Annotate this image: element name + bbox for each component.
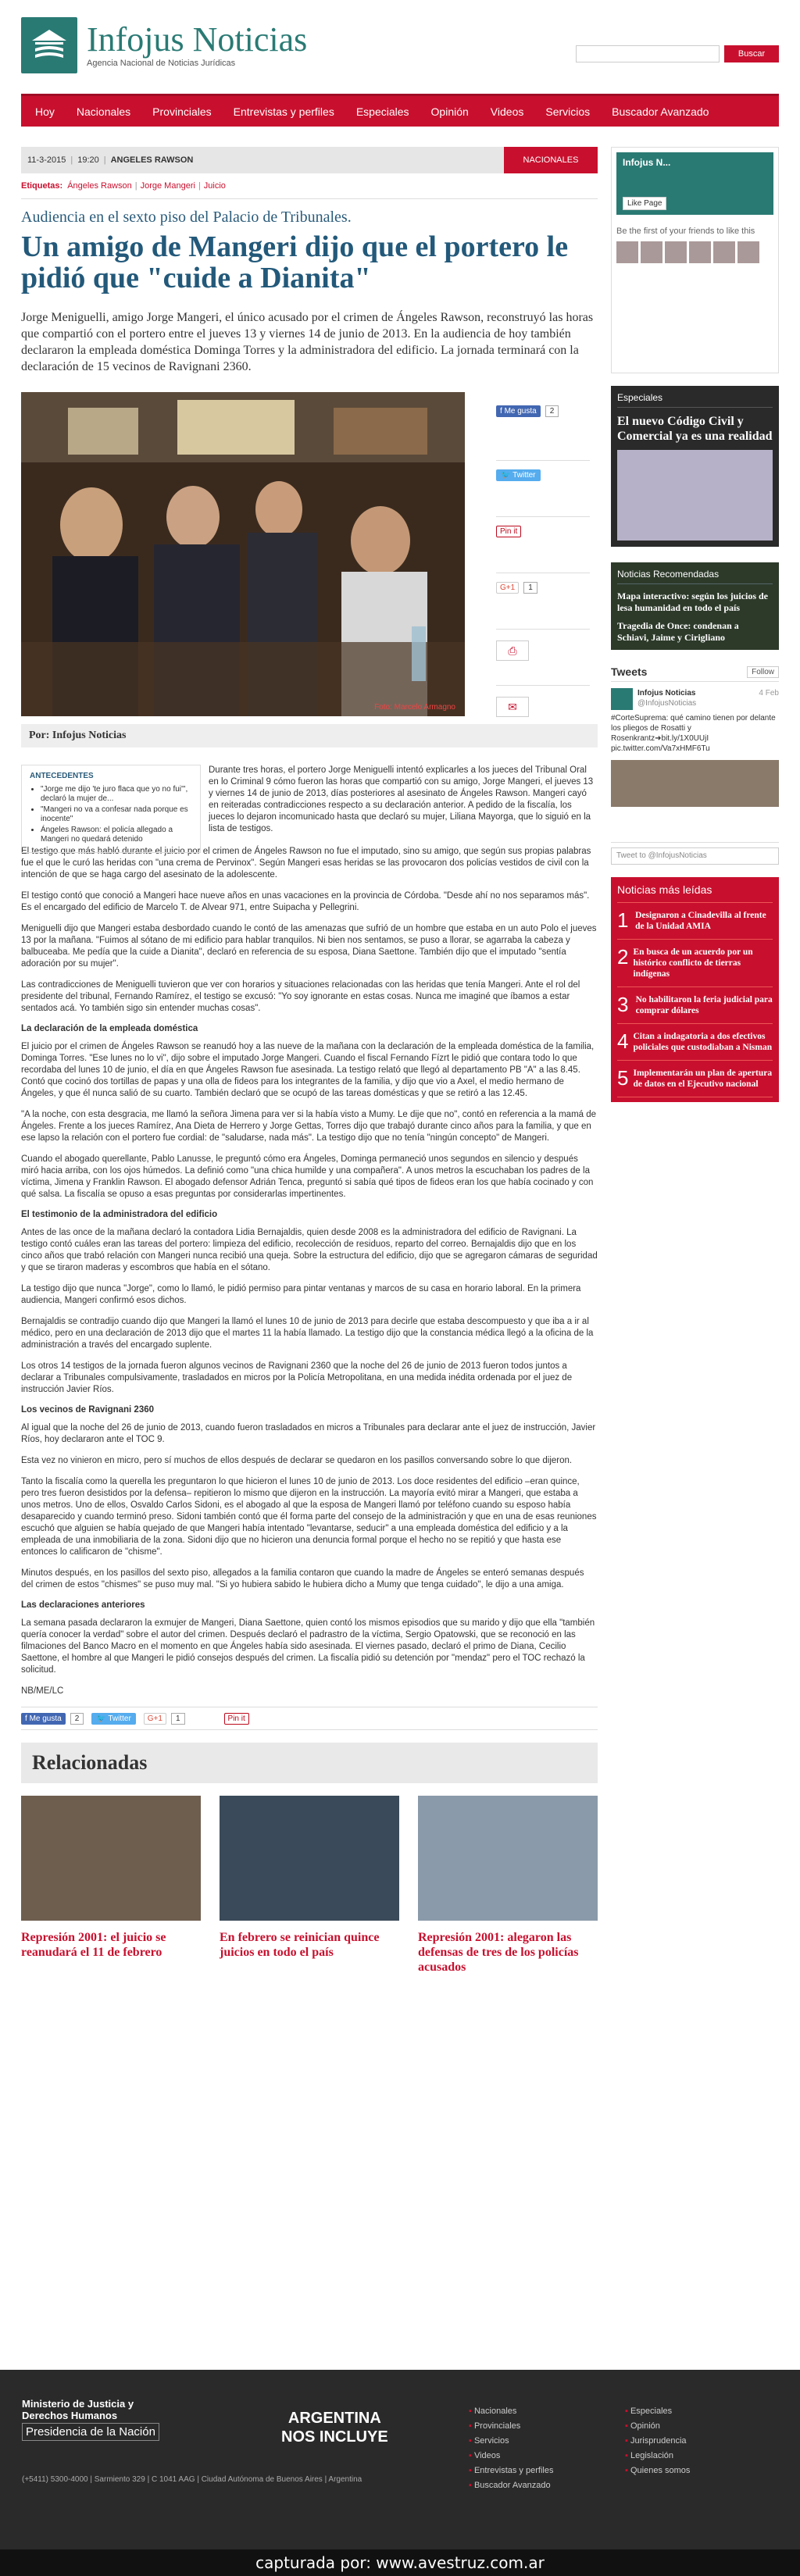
tweet-image[interactable] xyxy=(611,760,779,807)
article-lead: Durante tres horas, el portero Jorge Meniguelli intentó explicarles a los jueces del Tribunal Oral en lo Criminal 9 cómo fueron las horas que compartió con su amigo, Jorge Mangeri, el jueves 13 y viernes 14 de junio de 2013, días posteriores al asesinato de Ángeles Rawson. Mangeri cayó en reiteradas contradicciones respecto a su declaración anterior. A pedido de la fiscalía, los jueces lo dejaron incomunicado hasta que declaró su mujer, Liliana Mayorga, que lo siguió en la lista de testigos. xyxy=(209,765,594,833)
tag-link[interactable]: Ángeles Rawson xyxy=(67,181,132,191)
page xyxy=(21,0,779,1974)
argentina-sub: NOS INCLUYE xyxy=(281,2428,388,2446)
facebook-like-label: Me gusta xyxy=(29,1714,62,1723)
facebook-icon: f xyxy=(500,407,505,416)
article-paragraph: La semana pasada declararon la exmujer de Mangeri, Diana Saettone, quien contó los mismos episodios que su marido y dijo que ella "también quería conocer la verdad" sobre el autor del crimen. Después declaró el padrastro de la víctima, Sergio Opatowski, que se reconoció en las filmaciones del Banco Macro en el momento en que Ángeles había sido asesinada. El viernes pasado, declaró el primo de Diana, Cecilio Saettone, el hombre al que Mangeri le pidió consejos después del crimen. La fiscalía pidió su detención por "mendaz" pero el TOC rechazó la solicitud. xyxy=(21,1618,595,1675)
search-input[interactable] xyxy=(576,45,720,62)
related-item[interactable] xyxy=(21,1796,201,1975)
pin-it-button[interactable]: Pin it xyxy=(496,526,521,537)
presidency-logo[interactable]: Presidencia de la Nación xyxy=(22,2423,159,2441)
article-photo xyxy=(21,392,465,716)
most-read-title[interactable]: En busca de un acuerdo por un histórico conflicto de tierras indígenas xyxy=(633,947,753,979)
recommended-item[interactable]: Mapa interactivo: según los juicios de lesa humanidad en todo el país xyxy=(617,590,768,613)
facebook-page-name: Infojus N... xyxy=(623,157,671,168)
antecedentes-title: ANTECEDENTES xyxy=(30,772,94,780)
article-body xyxy=(21,765,598,1697)
footer-link[interactable]: ▪ Jurisprudencia xyxy=(625,2434,690,2449)
tweet-input[interactable]: Tweet to @InfojusNoticias xyxy=(611,847,779,865)
facebook-faces xyxy=(616,241,773,263)
facebook-widget xyxy=(611,147,779,373)
logo-emblem-icon xyxy=(21,17,77,73)
email-icon[interactable]: ✉ xyxy=(496,697,529,717)
nav-item-provinciales[interactable]: Provinciales xyxy=(152,105,212,118)
article-date: 11-3-2015 xyxy=(27,155,66,165)
avatar[interactable] xyxy=(665,241,687,263)
article-paragraph: Tanto la fiscalía como la querella les preguntaron lo que hicieron el lunes 10 de junio de 2013. Los doce residentes del edificio –eran quince, pero tres fueron desistidos por la defensa– repitieron lo mismo que dijeron en la instrucción. La mayoría evitó mirar a Mangeri, que estaba a unos metros. Uno de ellos, Osvaldo Carlos Sidoni, es el abogado al que la esposa de Mangeri llamó por teléfono cuando su esposo había desaparecido y cuando terminó preso. Sidoni también contó que él forma parte del consejo de la administración y que en una de esas reuniones escuchó que alguien se había quejado de que Mangeri había intentado "levantarse, seducir" a una empleada doméstica del edificio y a la empleada de una inmobiliaria de la zona. Sidoni dijo que no hicieron una denuncia formal porque el hecho no se repitió y que hasta ese entonces lo calificaron de "chisme". xyxy=(21,1477,597,1557)
article-subheading: Las declaraciones anteriores xyxy=(21,1600,145,1610)
avatar[interactable] xyxy=(641,241,662,263)
gplus-button[interactable]: G+1 xyxy=(496,582,519,594)
article-paragraph: Minutos después, en los pasillos del sexto piso, allegados a la familia contaron que cuando la madre de Ángeles se enteró semanas después del crimen de estos "chismes" se puso muy mal. "Si yo hubiera sabido le hubiera dicho a Mumy que tenga cuidado", le dijo a una amiga. xyxy=(21,1568,584,1589)
share-facebook xyxy=(496,405,590,461)
most-read-title[interactable]: Citan a indagatoria a dos efectivos policiales que custodiaban a Nisman xyxy=(633,1032,773,1052)
like-page-button[interactable]: Like Page xyxy=(623,197,666,210)
footer-link[interactable]: ▪ Videos xyxy=(469,2449,553,2464)
most-read-box xyxy=(611,877,779,1102)
article-paragraph: Antes de las once de la mañana declaró la contadora Lidia Bernajaldis, quien desde 2008 es la administradora del edificio de Ravignani. La testigo contó cuáles eran las tareas del portero: limpieza del edificio, recolección de residuos, reparto del correo. Bernajaldis dijo que en los cinco años que trabó relación con Mangeri nunca recibió una queja. Sobre la estructura del edificio, dijo que se agregaron cámaras de seguridad y que se tiraron maderas y escombros que había en el sótano. xyxy=(21,1228,598,1272)
article-paragraph: Al igual que la noche del 26 de junio de 2013, cuando fueron trasladados en micros a Tribunales para declarar ante el juez de instrucción, Javier Ríos, hoy declararon ante el TOC 9. xyxy=(21,1423,596,1444)
related-item[interactable] xyxy=(220,1796,399,1975)
nav-item-nacionales[interactable]: Nacionales xyxy=(76,105,131,118)
tweet-account[interactable]: Infojus Noticias xyxy=(638,689,696,698)
related-image[interactable] xyxy=(21,1796,201,1921)
argentina-logo xyxy=(281,2409,388,2446)
footer-links-a xyxy=(469,2404,553,2493)
article-paragraph: El testigo contó que conoció a Mangeri hace nueve años en unas vacaciones en la provincia de Córdoba. "Desde ahí no nos separamos más". Es el encargado del edificio de Marcelo T. de Alvear 971, entre Suipacha y Pellegrini. xyxy=(21,891,590,912)
article-summary: Jorge Meniguelli, amigo Jorge Mangeri, el único acusado por el crimen de Ángeles Rawson, reconstruyó las horas que compartió con el portero entre el jueves 13 y viernes 14 de junio de 2013. En la audiencia de hoy también declararon la empleada doméstica Dominga Torres y la administradora del edificio. La jornada terminará con la declaración de 15 vecinos de Ravignani 2360. xyxy=(21,311,594,373)
sidebar xyxy=(611,147,779,1102)
share-gplus xyxy=(496,573,590,630)
footer-address: (+5411) 5300-4000 | Sarmiento 329 | C 1041 AAG | Ciudad Autónoma de Buenos Aires | Argentina xyxy=(22,2475,362,2484)
related-item[interactable] xyxy=(418,1796,598,1975)
pin-it-button[interactable]: Pin it xyxy=(224,1713,249,1725)
most-read-title[interactable]: Designaron a Cinadevilla al frente de la Unidad AMIA xyxy=(635,911,766,931)
footer-links-b xyxy=(625,2404,690,2478)
gplus-count: 1 xyxy=(523,582,538,594)
nav-item-especiales[interactable]: Especiales xyxy=(355,105,409,118)
tag-link[interactable]: Juicio xyxy=(203,181,226,191)
recomendadas-box xyxy=(611,562,779,650)
avatar[interactable] xyxy=(713,241,735,263)
most-read-item[interactable] xyxy=(617,903,773,940)
bottom-share-bar xyxy=(21,1707,598,1730)
tweets-label: Tweets xyxy=(611,665,648,678)
most-read-rank: 1 xyxy=(617,908,629,932)
argentina-text: ARGENTINA xyxy=(288,2410,381,2427)
footer-link[interactable]: ▪ Buscador Avanzado xyxy=(469,2478,553,2493)
antecedente-link[interactable]: • "Mangeri no va a confesar nada porque es inocente" xyxy=(41,805,192,824)
tweet-text: #CorteSuprema: qué camino tienen por delante los pliegos de Rosatti y Rosenkrantz➜bit.ly/1X0UUjI pic.twitter.com/Va7xHMF6Tu xyxy=(611,714,776,753)
tweet-date: 4 Feb xyxy=(759,689,779,698)
related-caption[interactable]: Represión 2001: el juicio se reanudará el 11 de febrero xyxy=(21,1931,166,1959)
main-nav xyxy=(21,94,779,127)
most-read-rank: 2 xyxy=(617,945,629,969)
most-read-label: Noticias más leídas xyxy=(617,883,773,903)
footer-link[interactable]: ▪ Provinciales xyxy=(469,2419,553,2434)
follow-button[interactable]: Follow xyxy=(747,666,779,678)
article-title: Un amigo de Mangeri dijo que el portero le pidió que "cuide a Dianita" xyxy=(21,230,569,294)
article-paragraph: Bernajaldis se contradijo cuando dijo que Mangeri la llamó el lunes 10 de junio de 2013 para decirle que estaba descompuesto y que iba a ir al médico, pero en una declaración de 2013 dijo que el martes 11 la había llamado. La testigo dijo que la constancia médica llegó a la oficina de la administración a través del encargado suplente. xyxy=(21,1317,594,1350)
site-subtitle: Agencia Nacional de Noticias Jurídicas xyxy=(87,59,236,68)
share-twitter xyxy=(496,461,590,517)
twitter-icon: 🐦 xyxy=(501,471,513,480)
footer-link[interactable]: ▪ Quienes somos xyxy=(625,2464,690,2478)
article-subheading: La declaración de la empleada doméstica xyxy=(21,1024,198,1033)
facebook-like-label: Me gusta xyxy=(504,407,537,416)
ministry-name: Ministerio de Justicia y Derechos Humanos xyxy=(22,2398,134,2421)
facebook-count: 2 xyxy=(545,405,559,417)
especiales-image[interactable] xyxy=(617,450,773,541)
related-caption[interactable]: Represión 2001: alegaron las defensas de tres de los policías acusados xyxy=(418,1931,579,1974)
main-content xyxy=(21,147,598,1975)
site-footer xyxy=(0,2370,800,2549)
most-read-title[interactable]: Implementarán un plan de apertura de datos en el Ejecutivo nacional xyxy=(633,1069,773,1089)
article-paragraphs xyxy=(21,846,598,1697)
antecedente-link[interactable]: • Ángeles Rawson: el policía allegado a Mangeri no quedará detenido xyxy=(41,826,192,844)
print-icon[interactable]: ⎙ xyxy=(496,640,529,661)
twitter-icon: 🐦 xyxy=(96,1714,109,1723)
author-byline: Por: Infojus Noticias xyxy=(21,724,598,747)
related-image[interactable] xyxy=(220,1796,399,1921)
footer-link[interactable]: ▪ Entrevistas y perfiles xyxy=(469,2464,553,2478)
most-read-title[interactable]: No habilitaron la feria judicial para comprar dólares xyxy=(635,995,773,1015)
avatar[interactable] xyxy=(616,241,638,263)
especiales-title[interactable]: El nuevo Código Civil y Comercial ya es una realidad xyxy=(617,415,773,443)
tags-label: Etiquetas: xyxy=(21,181,63,191)
nav-item-opini-n[interactable]: Opinión xyxy=(430,105,469,118)
tweet-button[interactable] xyxy=(91,1713,136,1725)
photo-row xyxy=(21,392,598,716)
tag-separator: | xyxy=(198,181,201,191)
tags-row xyxy=(21,173,598,199)
section-badge[interactable]: NACIONALES xyxy=(504,147,598,173)
footer-link[interactable]: ▪ Legislación xyxy=(625,2449,690,2464)
article-paragraph: "A la noche, con esta desgracia, me llamó la señora Jimena para ver si la había visto a Mumy. Le dije que no", contó en referencia a la mamá de Ángeles. Frente a los jueces Ramírez, Ana Dieta de Herrero y Jorge Gettas, Torres dijo que trabajó durante cinco años para la familia, y que en ese lapso la relación con el portero fue cordial: de "saludarse, nada más". La testigo dijo que no tenía "ningún concepto" de Mangeri. xyxy=(21,1110,597,1143)
especiales-box xyxy=(611,386,779,547)
most-read-rank: 4 xyxy=(617,1029,629,1053)
avatar[interactable] xyxy=(738,241,759,263)
antecedente-link[interactable]: • "Jorge me dijo 'te juro flaca que yo no fui'", declaró la mujer de... xyxy=(41,785,192,804)
especiales-label: Especiales xyxy=(617,392,773,408)
share-print xyxy=(496,630,590,686)
related-heading: Relacionadas xyxy=(21,1743,598,1783)
tweets-widget xyxy=(611,665,779,865)
most-read-item[interactable] xyxy=(617,987,773,1024)
article-time: 19:20 xyxy=(77,155,99,165)
recommended-item[interactable]: Tragedia de Once: condenan a Schiavi, Jaime y Cirigliano xyxy=(617,620,739,643)
tweet-item xyxy=(611,682,779,843)
site-header xyxy=(21,0,779,94)
avatar[interactable] xyxy=(611,688,633,710)
facebook-friends-text: Be the first of your friends to like this xyxy=(616,227,755,236)
footer-link[interactable]: ▪ Nacionales xyxy=(469,2404,553,2419)
facebook-icon: f xyxy=(25,1714,30,1723)
avatar[interactable] xyxy=(689,241,711,263)
tag-link[interactable]: Jorge Mangeri xyxy=(140,181,195,191)
meta-separator: | xyxy=(103,155,106,165)
facebook-page-banner[interactable] xyxy=(616,152,773,215)
tweet-label: Twitter xyxy=(108,1714,131,1723)
article-place: ANGELES RAWSON xyxy=(110,155,194,165)
search-bar xyxy=(576,45,779,62)
facebook-like-button[interactable] xyxy=(21,1713,66,1725)
nav-item-buscador-avanzado[interactable]: Buscador Avanzado xyxy=(612,105,709,118)
article-paragraph: El testigo que más habló durante el juicio por el crimen de Ángeles Rawson no fue el imputado, sino su amigo, que según sus propias palabras fue el que le curó las heridas con "una crema de Pervinox". Según Mangeri esas heridas se las provocaron dos policías vestidos de civil con la intención de que se haga cargo del asesinato de la adolescente. xyxy=(21,847,591,879)
site-logo[interactable] xyxy=(21,17,307,73)
antecedentes-box xyxy=(21,765,201,853)
facebook-like-button[interactable] xyxy=(496,405,541,417)
article-paragraph: Los otros 14 testigos de la jornada fueron algunos vecinos de Ravignani 2360 que la noche del 26 de junio de 2013 fueron todos juntos a declarar a Tribunales compulsivamente, trasladados en micros por la Policía Metropolitana, en una medida inédita ordenada por el juez de instrucción Javier Ríos. xyxy=(21,1361,573,1394)
article-paragraph: Meniguelli dijo que Mangeri estaba desbordado cuando le contó de las amenazas que sufrió de un hombre que estaba en un auto Polo el jueves 13 por la mañana. "Fuimos al sótano de mi edificio para hablar tranquilos. Ni bien nos sentamos, se puso a llorar, se agarraba la cabeza y balbuceaba. Me pedía que la cuide a Dianita", declaró en referencia de su esposa, Diana Saettone. También dijo que el imputado "sentía adoración por su mujer". xyxy=(21,924,597,969)
article-paragraph: Esta vez no vinieron en micro, pero sí muchos de ellos después de declarar se quedaron en los pasillos conversando sobre lo que dijeron. xyxy=(21,1456,573,1465)
recomendadas-label: Noticias Recomendadas xyxy=(617,569,773,584)
gplus-count: 1 xyxy=(171,1713,185,1725)
nav-item-servicios[interactable]: Servicios xyxy=(545,105,591,118)
article-paragraph: Las contradicciones de Meniguelli tuvieron que ver con horarios y situaciones relacionadas con las heridas que tenía Mangeri. Ante el rol del presidente del tribunal, Fernando Ramírez, el testigo se excusó: "Yo soy ignorante en estas cosas. Nunca me imaginé que íbamos a estar sentados acá. Yo también sigo sin entender muchas cosas". xyxy=(21,980,580,1013)
most-read-item[interactable] xyxy=(617,940,773,987)
related-image[interactable] xyxy=(418,1796,598,1921)
article-subheading: El testimonio de la administradora del edificio xyxy=(21,1210,218,1219)
site-name: Infojus Noticias xyxy=(87,20,308,59)
share-email xyxy=(496,686,590,717)
article-subheading: Los vecinos de Ravignani 2360 xyxy=(21,1405,155,1415)
search-button[interactable]: Buscar xyxy=(724,45,779,62)
most-read-rank: 3 xyxy=(617,993,629,1016)
tag-separator: | xyxy=(134,181,138,191)
article-paragraph: NB/ME/LC xyxy=(21,1686,64,1696)
tweet-handle: @InfojusNoticias xyxy=(638,699,697,708)
most-read-item[interactable] xyxy=(617,1024,773,1061)
facebook-count: 2 xyxy=(70,1713,84,1725)
article-kicker: Audiencia en el sexto piso del Palacio de Tribunales. xyxy=(21,209,352,226)
most-read-rank: 5 xyxy=(617,1066,629,1090)
related-caption[interactable]: En febrero se reinician quince juicios en todo el país xyxy=(220,1931,380,1959)
share-pinterest xyxy=(496,517,590,573)
nav-item-videos[interactable]: Videos xyxy=(490,105,524,118)
capture-credit: capturada por: www.avestruz.com.ar xyxy=(0,2549,800,2576)
article-meta-bar xyxy=(21,147,598,173)
footer-link[interactable]: ▪ Especiales xyxy=(625,2404,690,2419)
meta-separator: | xyxy=(70,155,73,165)
gplus-button[interactable]: G+1 xyxy=(144,1713,166,1725)
footer-link[interactable]: ▪ Servicios xyxy=(469,2434,553,2449)
nav-item-hoy[interactable]: Hoy xyxy=(35,105,55,118)
share-column xyxy=(496,405,590,717)
related-list xyxy=(21,1796,598,1975)
tweet-label: Twitter xyxy=(512,471,536,480)
nav-item-entrevistas-y-perfiles[interactable]: Entrevistas y perfiles xyxy=(233,105,334,118)
footer-link[interactable]: ▪ Opinión xyxy=(625,2419,690,2434)
photo-credit: Foto: Marcelo Armagno xyxy=(374,703,455,712)
article-paragraph: La testigo dijo que nunca "Jorge", como lo llamó, le pidió permiso para pintar ventanas y marcos de su casa en horario laboral. En la primera audiencia, Mangeri confirmó esos dichos. xyxy=(21,1284,581,1305)
article-paragraph: Cuando el abogado querellante, Pablo Lanusse, le preguntó cómo era Ángeles, Dominga permaneció unos segundos en silencio y después miró hacia arriba, con los ojos húmedos. La definió como "una chica humilde y una compañera". A unos metros la escuchaban los padres de la víctima, Jimena y Franklin Rawson. El abogado defensor Adrián Tenca, preguntó si sabía qué tipos de fideos eran los que había cocinado y con qué salsa. La fiscalía se opuso a esas preguntas por considerarlas impertinentes. xyxy=(21,1154,594,1199)
article-paragraph: El juicio por el crimen de Ángeles Rawson se reanudó hoy a las nueve de la mañana con la declaración de la empleada doméstica de la familia, Dominga Torres. "Ese lunes no lo vi", dijo sobre el imputado Jorge Mangeri. Cuando el fiscal Fernando Fízrt le pidió que contara todo lo que recordaba del lunes 10 de junio, el día en que Ángeles Rawson fue asesinada. La testigo relató que llegó al departamento PB "A" a las 8.45. Contó que cocinó dos tortillas de papas y una olla de fideos para los integrantes de la familia, y dijo que vio a Axel, el medio hermano de Ángeles, y que él nunca salió de su cuarto. También declaró que se ocupó de las tareas domésticas y que se retiró a las 12.45. xyxy=(21,1042,595,1098)
tweet-button[interactable] xyxy=(496,469,541,481)
courtroom-image xyxy=(21,392,465,716)
most-read-item[interactable] xyxy=(617,1061,773,1097)
